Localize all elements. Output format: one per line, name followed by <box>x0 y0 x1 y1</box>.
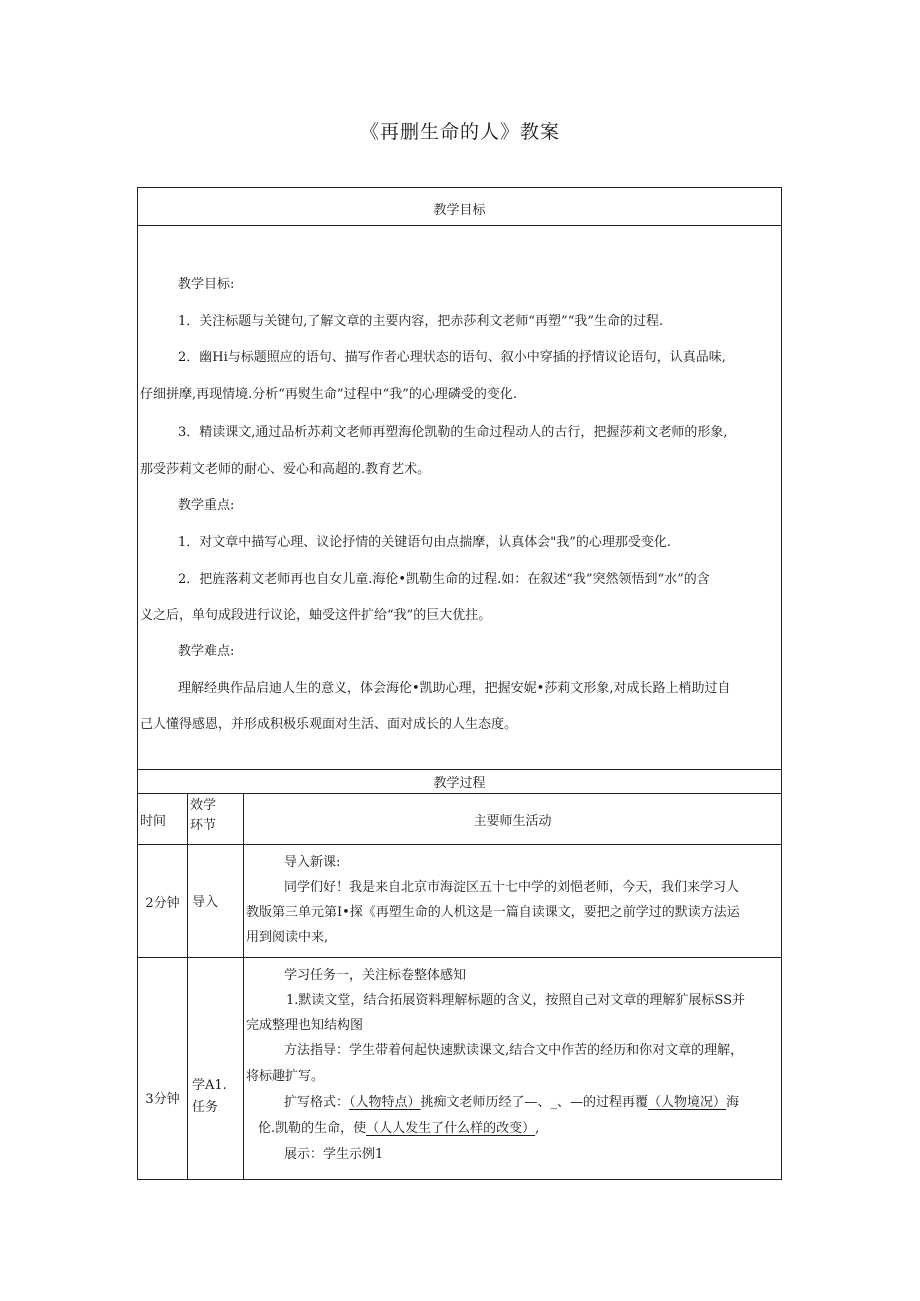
key-item: 2．把旌落莉文老师再也自女儿童.海伦•凯勒生命的过程.如：在叙述“我”突然领悟到“水”的含 <box>178 572 710 587</box>
row2-step-line: 学A1. <box>192 1078 227 1093</box>
row2-format-line <box>246 1116 745 1142</box>
format-text: , <box>535 1121 540 1136</box>
key-item: 义之后，单句成段进行议论，蚰受这件扩给“我”的巨大优拄。 <box>140 608 492 623</box>
blank-change: （人人发生了什么样的改变） <box>366 1121 536 1136</box>
blank-character-trait: （人物特点） <box>349 1095 421 1110</box>
difficulty-label: 教学难点: <box>178 644 235 659</box>
key-list <box>178 567 710 593</box>
row1-line: 同学们好！我是来自北京市海淀区五十七中学的刘悒老师，今天，我们来学习人 <box>284 880 740 895</box>
format-text: 海 <box>726 1095 740 1110</box>
column-header-step <box>190 796 216 836</box>
process-header: 教学过程 <box>433 776 486 791</box>
row2-line: 学习任务一，关注标卷整体感知 <box>284 968 467 983</box>
goals-section <box>178 272 234 298</box>
difficulty-line: 理解经典作品启迪人生的意义，体会海伦•凯助心理，把握安妮•莎莉文形象,对成长路上梢助过自 <box>178 681 731 696</box>
row2-step-line: 任务 <box>192 1100 219 1115</box>
row2-line: 1.默读文堂，结合拓展资料理解标题的含义，按照自己对文章的理解犷展标SS并 <box>286 993 745 1008</box>
goal-item: 3．精读课文,通过品析苏莉文老师再塑海伦凯勒的生命过程动人的古行，把握莎莉文老师的形象, <box>178 425 728 440</box>
goal-item: 2．幽Hi与标题照应的语句、描写作者心理状态的语句、叙小中穿插的抒情议论语句，认真品味, <box>178 350 726 365</box>
divider <box>138 844 781 845</box>
format-text: 伦.凯勒的生命，使 <box>258 1121 367 1136</box>
divider <box>138 957 781 958</box>
row1-step: 导入 <box>192 895 219 910</box>
goal-item: 1．关注标题与关键句,了解文章的主要内容，把赤莎利文老师“再塑”“我”生命的过程. <box>178 314 664 329</box>
difficulty-section <box>178 639 234 665</box>
key-item: 1．对文章中描写心理、议论抒情的关键语句由点揣摩，认真体会"我”的心理那受变化. <box>178 535 672 550</box>
key-label: 教学重点: <box>178 498 235 513</box>
row1-activity <box>246 850 740 950</box>
goals-list <box>140 382 517 408</box>
goal-item: 那受莎莉文老师的耐心、爱心和高超的.教育艺术。 <box>140 462 431 477</box>
row2-line: 将标趣扩写。 <box>246 1069 325 1084</box>
difficulty-line: 己人懂得感恩，并形成积极乐观面对生活、面对成长的人生态度。 <box>140 717 518 732</box>
divider <box>243 793 244 1180</box>
row2-step <box>192 1075 227 1119</box>
format-text: 挑痴文老师历经了—、_、—的过程再覆 <box>420 1095 649 1110</box>
column-header-activity: 主要师生活动 <box>473 814 552 829</box>
goals-list <box>178 345 726 371</box>
goals-list <box>140 457 430 483</box>
blank-character-situation: （人物境况） <box>648 1095 727 1110</box>
divider <box>187 793 188 1180</box>
divider <box>138 225 781 226</box>
key-section <box>178 493 234 519</box>
row1-line: 教版第三单元第I•探《再塑生命的人机这是一篇自读课文，要把之前学过的默读方法运 <box>246 905 740 920</box>
column-header-step-line: 环节 <box>190 818 217 833</box>
goal-item: 仔细拼摩,再现情境.分析“再熨生命”过程中“我”的心理磷受的变化. <box>140 387 517 402</box>
lesson-plan-table <box>137 187 782 1180</box>
row2-time: 3分钟 <box>145 1092 180 1107</box>
goals-label: 教学目标: <box>178 277 235 292</box>
goals-list <box>178 309 663 335</box>
divider <box>138 793 781 794</box>
goals-header: 教学目标 <box>433 203 486 218</box>
row2-line: 完成整理也知结构图 <box>246 1018 364 1033</box>
row1-line: 导入新课: <box>284 855 341 870</box>
row1-time: 2分钟 <box>145 896 180 911</box>
column-header-time: 时间 <box>140 814 167 829</box>
key-list <box>140 603 491 629</box>
row2-format-line <box>246 1090 745 1116</box>
row2-line: 方法指导：学生带着何起快速默读课文,结合文中作苦的经历和你对文章的理解， <box>284 1043 744 1058</box>
column-header-step-line: 效学 <box>190 798 217 813</box>
row2-line: 展示：学生示例1 <box>284 1147 384 1162</box>
page-title: 《再删生命的人》教案 <box>359 121 560 143</box>
difficulty-text <box>140 712 517 738</box>
difficulty-text <box>178 676 730 702</box>
key-list <box>178 530 671 556</box>
row1-line: 用到阅读中来, <box>246 930 329 945</box>
row2-activity <box>246 963 745 1168</box>
goals-list <box>178 420 728 446</box>
format-label: 扩写格式： <box>284 1095 350 1110</box>
divider <box>138 769 781 770</box>
